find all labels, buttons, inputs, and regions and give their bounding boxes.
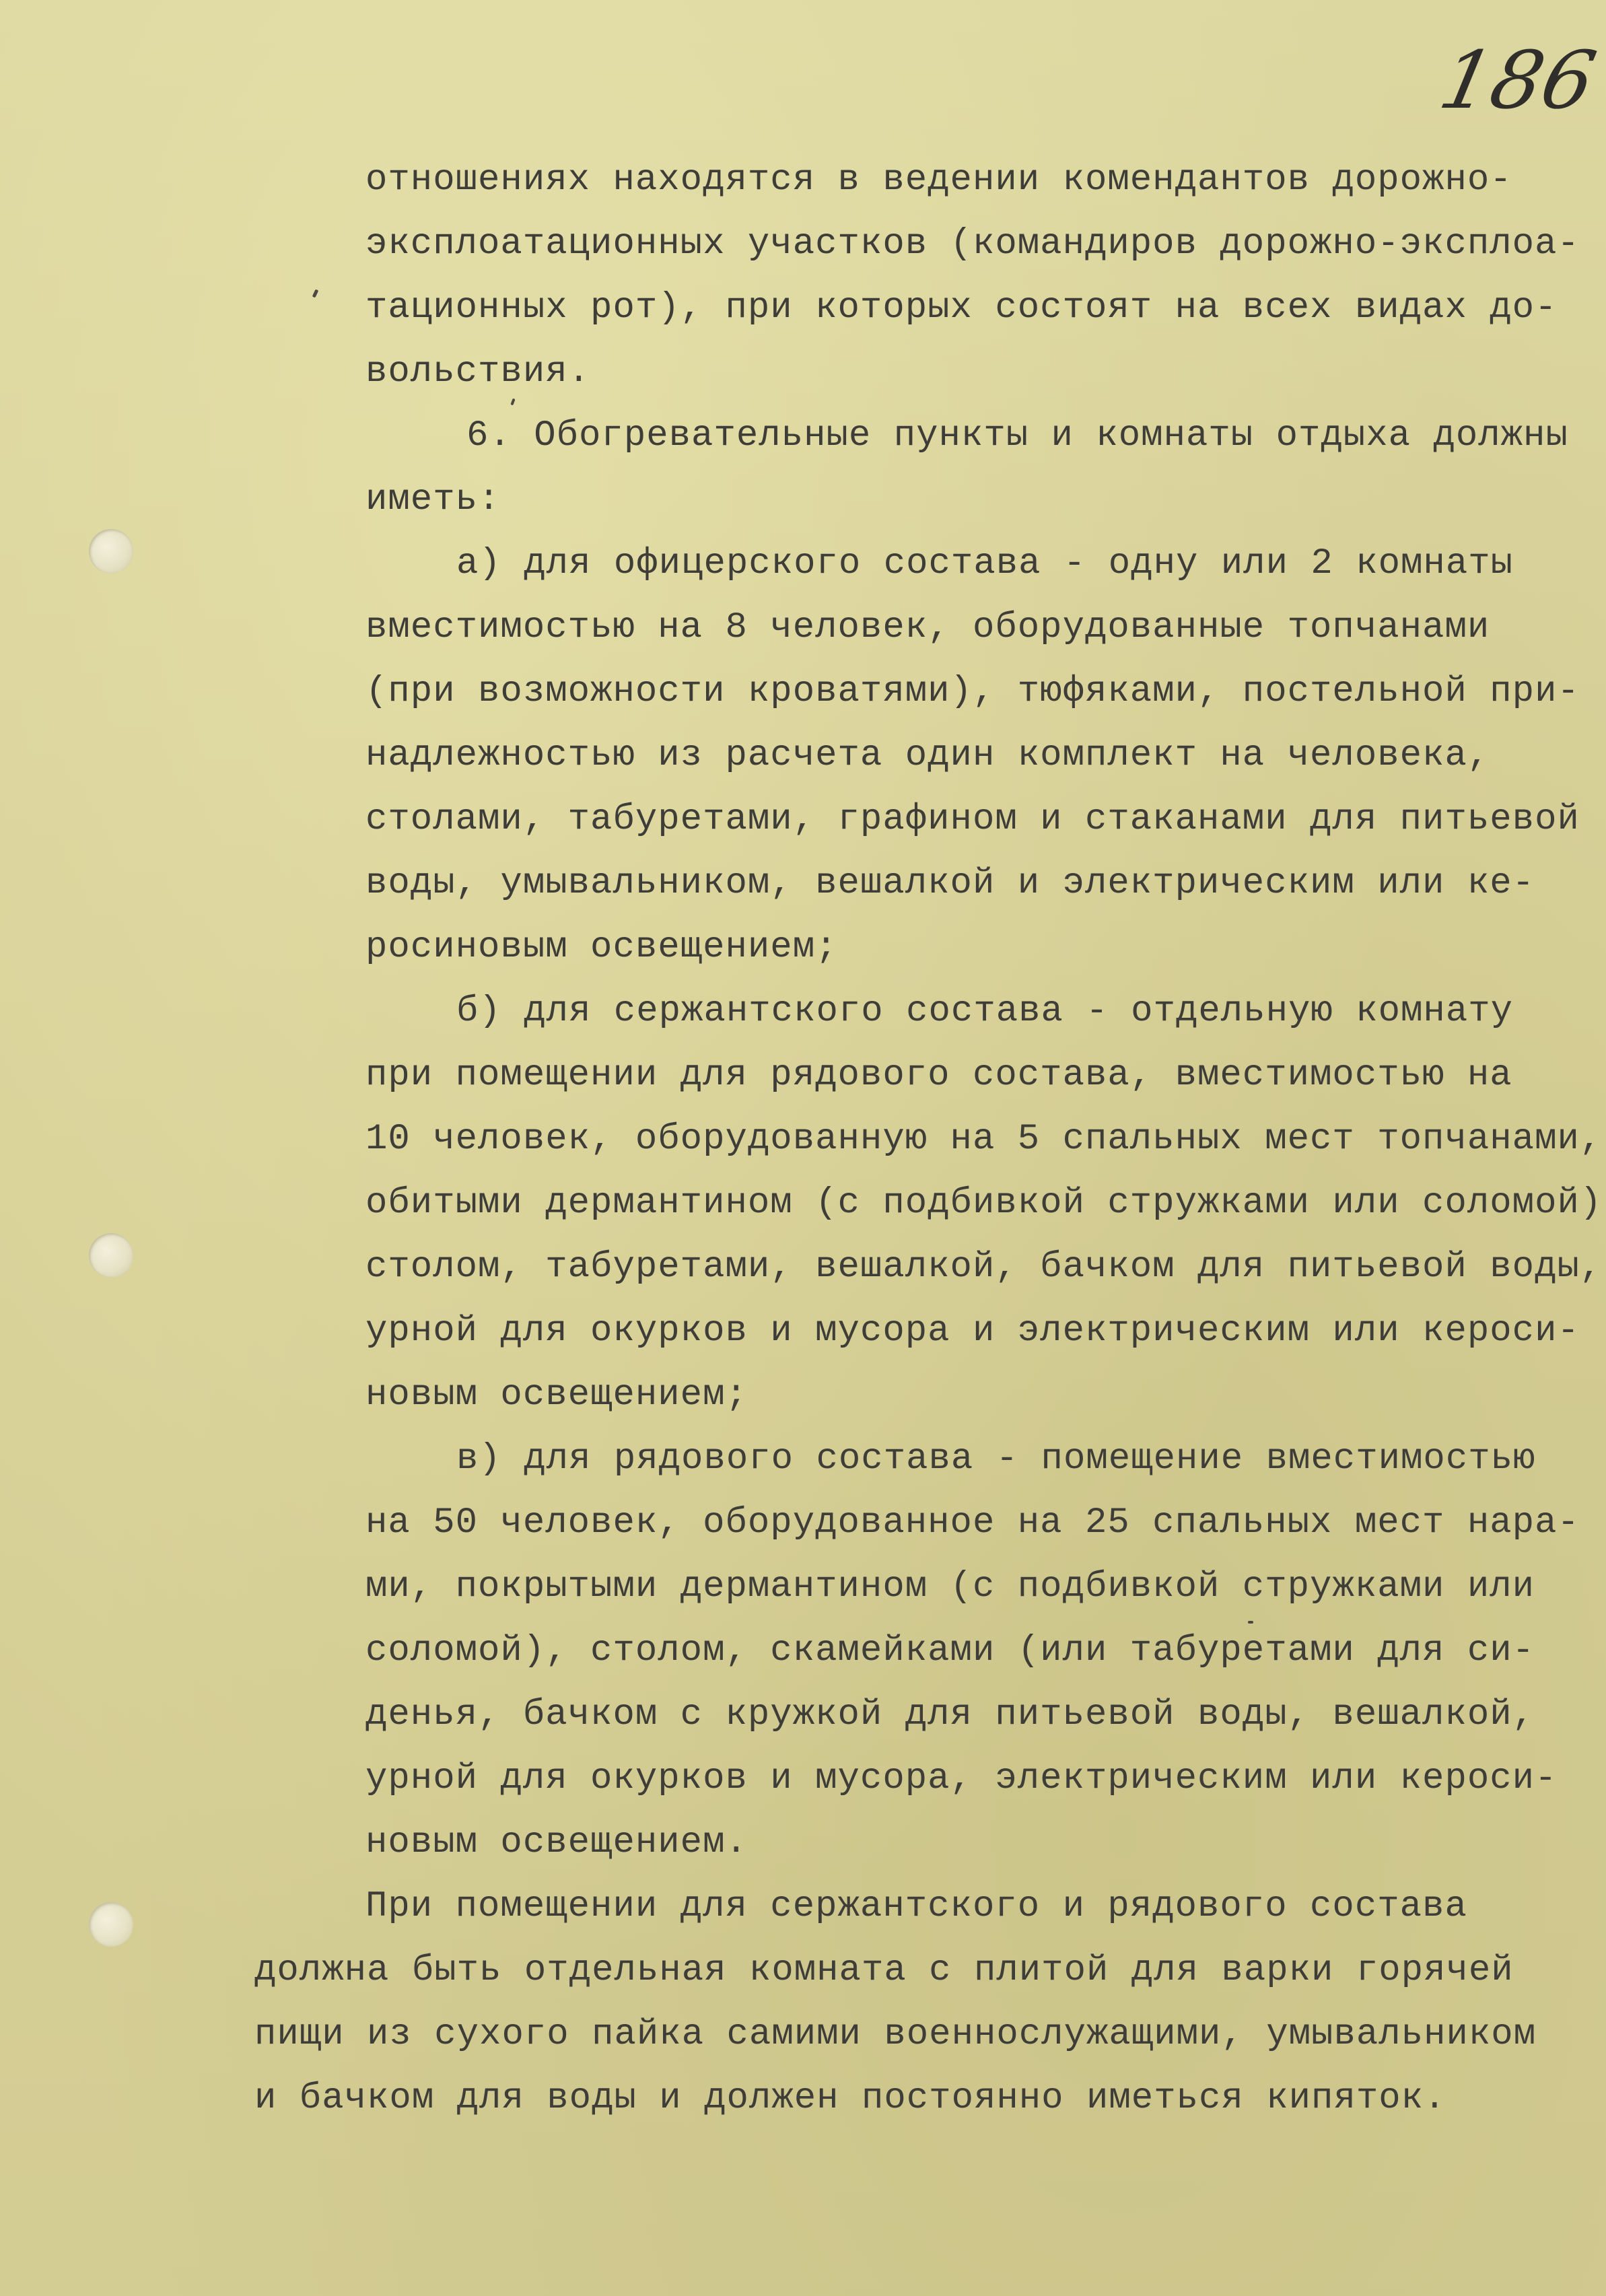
text-line: тационных рот), при которых состоят на всех видах до-	[365, 287, 1558, 328]
text-line: урной для окурков и мусора, электрическим или кероси-	[365, 1758, 1558, 1799]
text-line: воды, умывальником, вешалкой и электрическим или ке-	[365, 863, 1535, 904]
text-line: в) для рядового состава - помещение вместимостью	[456, 1438, 1536, 1480]
text-line: урной для окурков и мусора и электрическим или кероси-	[365, 1311, 1580, 1352]
text-line: на 50 человек, оборудованное на 25 спальных мест нара-	[365, 1502, 1580, 1543]
text-line: новым освещением;	[365, 1375, 748, 1416]
text-line: соломой), столом, скамейками (или табуретами для си-	[365, 1630, 1535, 1671]
text-line: обитыми дермантином (с подбивкой стружками или соломой)	[365, 1183, 1603, 1224]
text-line: 10 человек, оборудованную на 5 спальных мест топчанами,	[365, 1119, 1603, 1160]
text-line: должна быть отдельная комната с плитой для варки горячей	[254, 1950, 1514, 1991]
text-line: денья, бачком с кружкой для питьевой воды, вешалкой,	[365, 1694, 1535, 1735]
text-line: 6. Обогревательные пункты и комнаты отдыха должны	[466, 415, 1568, 456]
page-number-text: 186	[1432, 34, 1603, 127]
text-line: иметь:	[365, 479, 501, 520]
text-line: надлежностью из расчета один комплект на человека,	[365, 735, 1490, 776]
text-line: столами, табуретами, графином и стаканами для питьевой	[365, 799, 1580, 840]
text-line: новым освещением.	[365, 1822, 748, 1863]
text-line: столом, табуретами, вешалкой, бачком для питьевой воды,	[365, 1247, 1603, 1288]
text-line: и бачком для воды и должен постоянно иметься кипяток.	[254, 2078, 1446, 2119]
text-line: эксплоатационных участков (командиров дорожно-эксплоа-	[365, 223, 1580, 265]
text-line: росиновым освещением;	[365, 927, 838, 968]
text-line: (при возможности кроватями), тюфяками, постельной при-	[365, 671, 1580, 712]
text-line: б) для сержантского состава - отдельную комнату	[456, 991, 1514, 1032]
text-line: вместимостью на 8 человек, оборудованные топчанами	[365, 607, 1490, 648]
text-line: отношениях находятся в ведении комендантов дорожно-	[365, 160, 1512, 201]
text-line: ми, покрытыми дермантином (с подбивкой стружками или	[365, 1566, 1535, 1607]
text-line: вольствия.	[365, 351, 591, 392]
text-line: а) для офицерского состава - одну или 2 комнаты	[456, 543, 1514, 584]
text-line: при помещении для рядового состава, вместимостью на	[365, 1055, 1512, 1096]
text-line: пищи из сухого пайка самими военнослужащими, умывальником	[254, 2014, 1537, 2055]
text-line: При помещении для сержантского и рядового состава	[365, 1886, 1467, 1927]
